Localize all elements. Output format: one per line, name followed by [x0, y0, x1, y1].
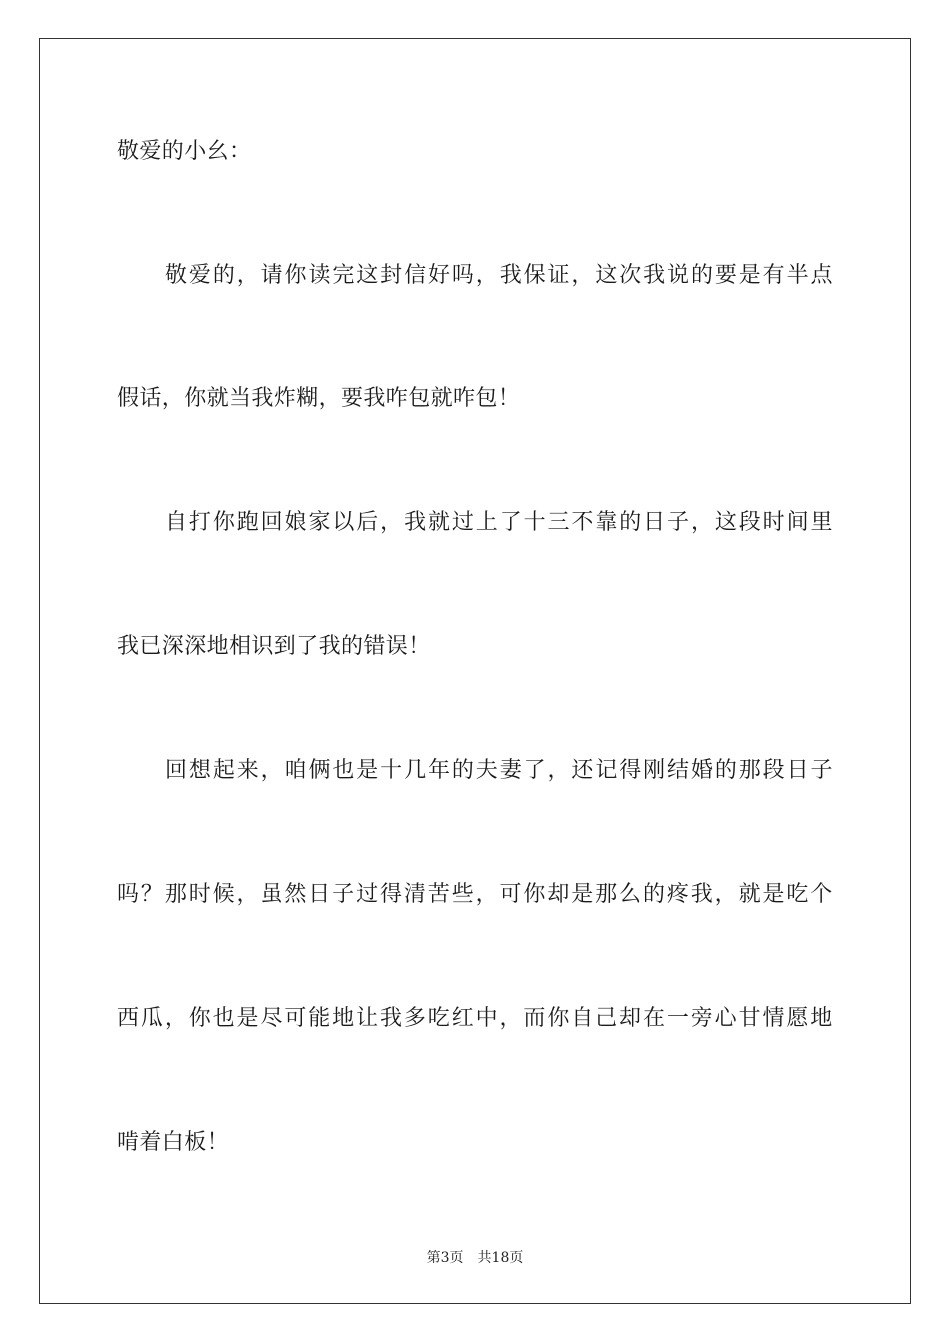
paragraph-3-line-2: 吗 ？ 那 时 候 ， 虽 然 日 子 过 得 清 苦 些 ， 可 你 却 是 那 么 的 疼 我 ， 就 是 吃 个 [117, 882, 833, 907]
paragraph-2-line-1: 自 打 你 跑 回 娘 家 以 后 ， 我 就 过 上 了 十 三 不 靠 的 日 子 ， 这 段 时 间 里 [165, 510, 833, 535]
paragraph-3-line-3: 西 瓜 ， 你 也 是 尽 可 能 地 让 我 多 吃 红 中 ， 而 你 自 己 却 在 一 旁 心 甘 情 愿 地 [117, 1006, 833, 1031]
page-number: 第3页 [426, 1250, 464, 1266]
paragraph-2-line-2: 我已深深地相识到了我的错误！ [117, 634, 431, 659]
paragraph-3-line-4: 啃着白板！ [117, 1130, 230, 1155]
salutation: 敬爱的小幺： [117, 139, 252, 164]
paragraph-3-line-1: 回 想 起 来 ， 咱 俩 也 是 十 几 年 的 夫 妻 了 ， 还 记 得 刚 结 婚 的 那 段 日 子 [165, 758, 833, 783]
page-total: 共18页 [477, 1250, 524, 1266]
paragraph-1-line-1: 敬 爱 的 ， 请 你 读 完 这 封 信 好 吗 ， 我 保 证 ， 这 次 我 说 的 要 是 有 半 点 [165, 263, 833, 288]
page-footer [0, 1248, 950, 1268]
paragraph-1-line-2: 假话，你就当我炸糊，要我咋包就咋包！ [117, 386, 521, 411]
page-border [39, 38, 911, 1304]
